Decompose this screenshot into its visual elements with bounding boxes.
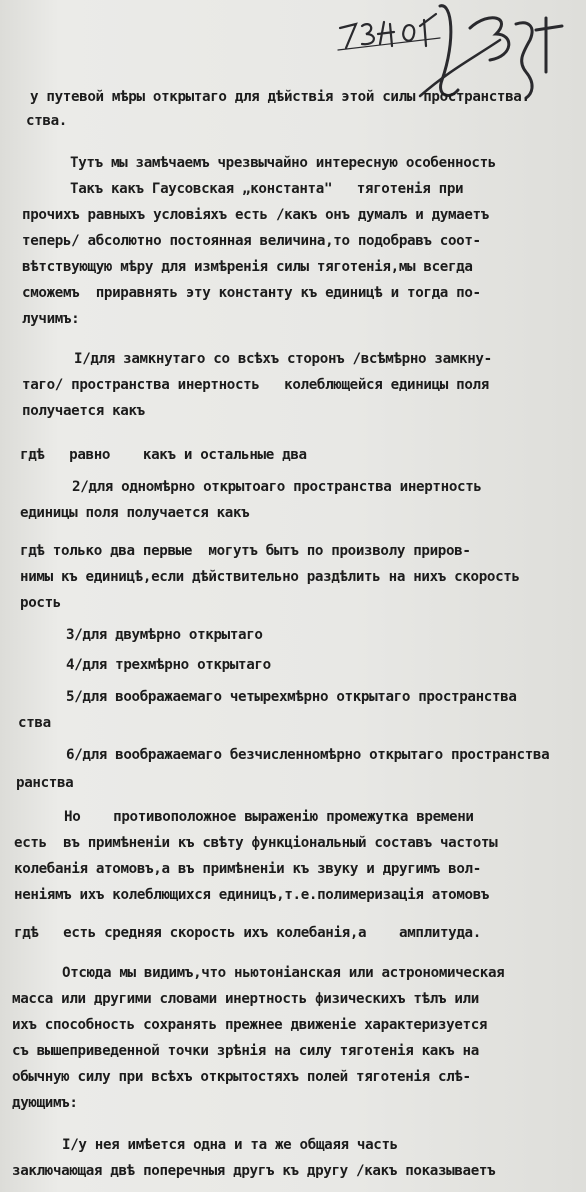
text-line: лучимъ: xyxy=(22,311,80,327)
text-line: таго/ пространства инертность колеблющейся единицы поля xyxy=(22,377,489,393)
text-line: съ вышеприведенной точки зрѣнія на силу тяготенія какъ на xyxy=(12,1043,479,1059)
text-line: прочихъ равныхъ условіяхъ есть /какъ онъ думалъ и думаетъ xyxy=(22,207,489,223)
text-line: дующимъ: xyxy=(12,1095,78,1111)
text-line: I/для замкнутаго со всѣхъ сторонъ /всѣмѣрно замкну- xyxy=(74,351,492,367)
text-line: рость xyxy=(20,595,61,611)
text-line: гдѣ есть средняя скорость ихъ колебанія,а амплитуда. xyxy=(14,925,481,941)
text-line: вѣтствующую мѣру для измѣренія силы тяготенія,мы всегда xyxy=(22,259,473,275)
text-line: колебанія атомовъ,а въ примѣненіи къ звуку и другимъ вол- xyxy=(14,861,481,877)
text-line: обычную силу при всѣхъ открытостяхъ полей тяготенія слѣ- xyxy=(12,1069,471,1085)
text-line: 5/для воображаемаго четырехмѣрно открытаго пространства xyxy=(66,689,517,705)
text-line: 6/для воображаемаго безчисленномѣрно открытаго пространства xyxy=(66,747,550,763)
text-line: неніямъ ихъ колеблющихся единицъ,т.е.полимеризація атомовъ xyxy=(14,887,490,903)
text-line: у путевой мѣры открытаго для дѣйствія этой силы пространства. xyxy=(30,89,530,105)
text-line: масса или другими словами инертность физическихъ тѣлъ или xyxy=(12,991,479,1007)
text-line: единицы поля получается какъ xyxy=(20,505,250,521)
text-line: Отсюда мы видимъ,что ньютоніанская или астрономическая xyxy=(62,965,505,981)
text-line: нимы къ единицѣ,если дѣйствительно раздѣлить на нихъ скорость xyxy=(20,569,520,585)
text-line: Тутъ мы замѣчаемъ чрезвычайно интересную особенность xyxy=(70,155,496,171)
text-line: сможемъ приравнять эту константу къ единицѣ и тогда по- xyxy=(22,285,481,301)
text-line: теперь/ абсолютно постоянная величина,то подобравъ соот- xyxy=(22,233,481,249)
text-line: ства. xyxy=(26,113,67,129)
text-line: гдѣ только два первые могутъ бытъ по произволу приров- xyxy=(20,543,471,559)
text-line: 2/для одномѣрно открытоаго пространства инертность xyxy=(72,479,482,495)
text-line: ства xyxy=(18,715,51,731)
text-line: Но противоположное выраженію промежутка времени xyxy=(64,809,474,825)
text-line: заключающая двѣ поперечныя другъ къ другу /какъ показываетъ xyxy=(12,1163,496,1179)
text-line: 4/для трехмѣрно открытаго xyxy=(66,657,271,673)
text-line: получается какъ xyxy=(22,403,145,419)
text-line: 3/для двумѣрно открытаго xyxy=(66,627,263,643)
text-line: ранства xyxy=(16,775,74,791)
text-line: ихъ способность сохранять прежнее движеніе характеризуется xyxy=(12,1017,488,1033)
text-line: Такъ какъ Гаусовская „константа" тяготенія при xyxy=(70,181,464,197)
text-line: гдѣ равно какъ и остальные два xyxy=(20,447,307,463)
text-line: есть въ примѣненіи къ свѣту функціональный составъ частоты xyxy=(14,835,498,851)
text-line: I/у нея имѣется одна и та же общаяя часть xyxy=(62,1137,398,1153)
